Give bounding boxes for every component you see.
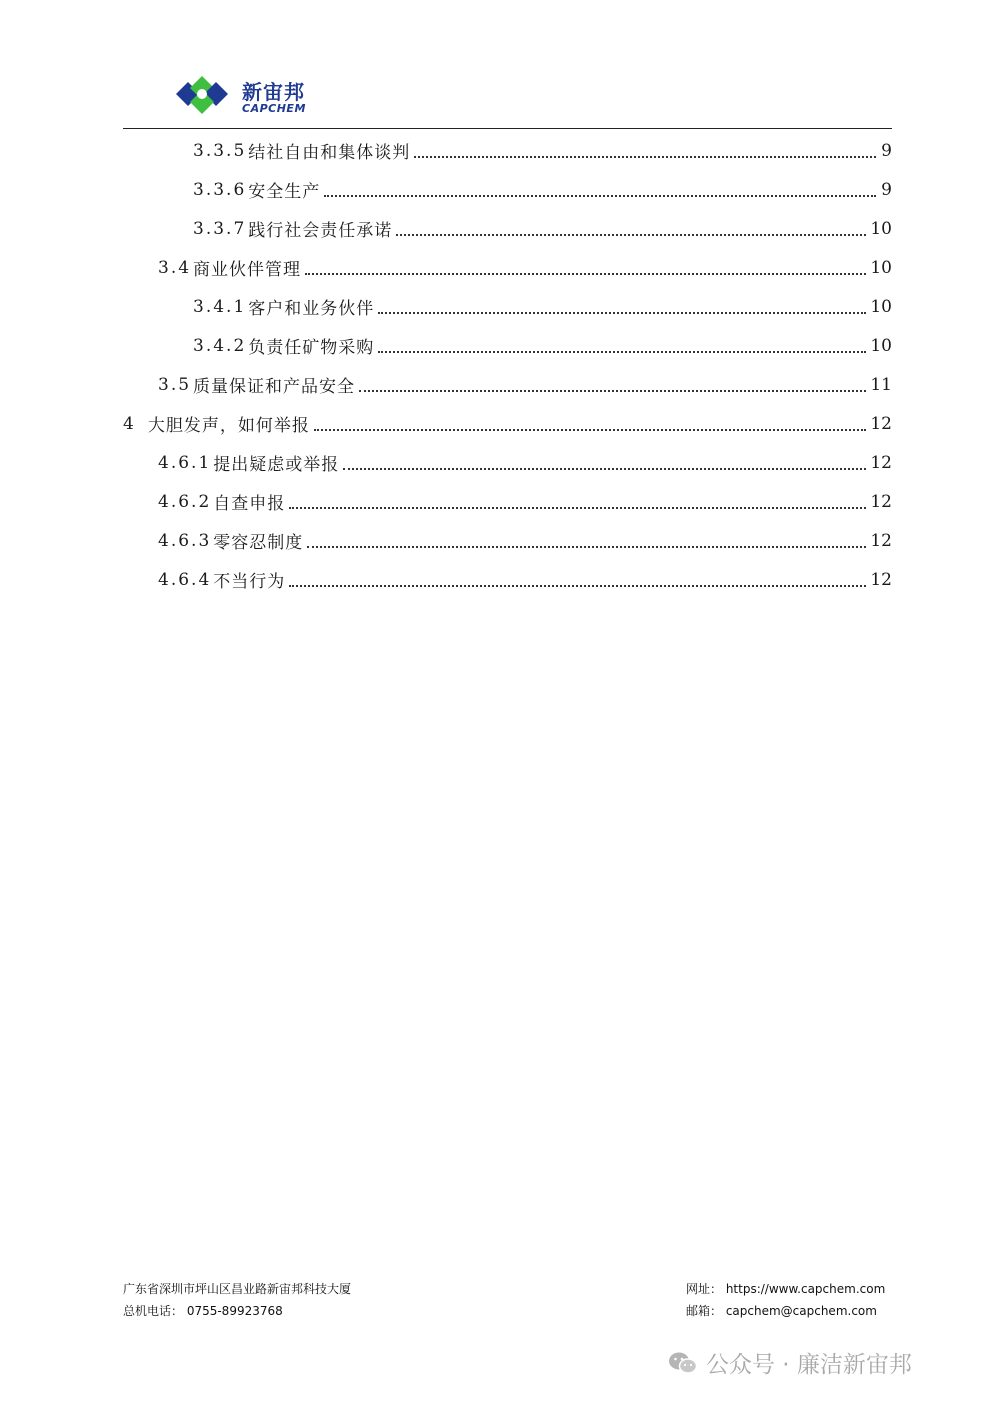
toc-entry-page: 12 [870, 569, 892, 590]
toc-entry-title: 践行社会责任承诺 [248, 221, 393, 241]
toc-entry-number: 3.5 [158, 374, 192, 395]
toc-entry[interactable] [158, 365, 892, 404]
toc-entry-number: 4.6.1 [158, 452, 212, 473]
toc-entry-page: 10 [870, 218, 892, 239]
logo-chinese-name: 新宙邦 [242, 80, 305, 104]
toc-entry-page: 12 [870, 530, 892, 551]
toc-entry[interactable] [158, 248, 892, 287]
wechat-watermark [668, 1346, 912, 1379]
toc-entry-number: 4.6.3 [158, 530, 212, 551]
toc-dot-leader [396, 222, 866, 236]
toc-dot-leader [414, 144, 876, 158]
toc-entry-title: 质量保证和产品安全 [193, 377, 356, 397]
toc-entry-title: 结社自由和集体谈判 [248, 143, 411, 163]
toc-entry-page: 10 [870, 296, 892, 317]
toc-entry-page: 12 [870, 491, 892, 512]
toc-entry-page: 10 [870, 335, 892, 356]
toc-entry[interactable] [158, 560, 892, 599]
toc-entry-page: 10 [870, 257, 892, 278]
page-footer [123, 1278, 892, 1322]
toc-entry-page: 9 [881, 140, 892, 161]
toc-dot-leader [289, 495, 866, 509]
toc-entry[interactable] [193, 131, 892, 170]
toc-entry-number: 3.3.7 [193, 218, 247, 239]
toc-dot-leader [305, 261, 866, 275]
toc-entry[interactable] [158, 443, 892, 482]
toc-dot-leader [378, 300, 866, 314]
toc-entry-number: 3.4 [158, 257, 192, 278]
toc-entry-title: 客户和业务伙伴 [248, 299, 375, 319]
toc-dot-leader [378, 339, 866, 353]
header-rule [123, 128, 892, 129]
toc-entry-page: 12 [870, 452, 892, 473]
watermark-text: 公众号 · 廉洁新宙邦 [706, 1352, 912, 1378]
toc-entry-number: 3.4.2 [193, 335, 247, 356]
toc-dot-leader [314, 417, 867, 431]
footer-email[interactable]: 邮箱： capchem@capchem.com [686, 1304, 877, 1318]
toc-entry-page: 12 [870, 413, 892, 434]
toc-entry-title: 大胆发声，如何举报 [147, 416, 310, 436]
toc-dot-leader [307, 534, 866, 548]
logo-english-name: CAPCHEM [242, 102, 306, 115]
toc-dot-leader [324, 183, 876, 197]
toc-entry-title: 自查申报 [213, 494, 286, 514]
wechat-icon [668, 1350, 698, 1376]
toc-entry-number: 4.6.4 [158, 569, 212, 590]
toc-entry[interactable] [158, 521, 892, 560]
toc-entry-number: 3.3.5 [193, 140, 247, 161]
toc-entry[interactable] [193, 209, 892, 248]
toc-entry[interactable] [193, 287, 892, 326]
toc-entry-title: 零容忍制度 [213, 533, 304, 553]
toc-entry-number: 3.3.6 [193, 179, 247, 200]
footer-website[interactable]: 网址： https://www.capchem.com [686, 1282, 886, 1296]
toc-entry[interactable] [193, 170, 892, 209]
toc-entry-title: 提出疑虑或举报 [213, 455, 340, 475]
toc-dot-leader [289, 573, 866, 587]
toc-entry-number: 4 [123, 413, 136, 434]
toc-entry-page: 9 [881, 179, 892, 200]
capchem-logo-icon [168, 70, 238, 120]
footer-address: 广东省深圳市坪山区昌业路新宙邦科技大厦 [123, 1282, 352, 1296]
toc-dot-leader [343, 456, 866, 470]
toc-entry-title: 安全生产 [248, 182, 321, 202]
toc-entry-title: 负责任矿物采购 [248, 338, 375, 358]
toc-entry[interactable] [193, 326, 892, 365]
toc-entry-title: 不当行为 [213, 572, 286, 592]
toc-entry[interactable] [158, 482, 892, 521]
footer-phone: 总机电话： 0755-89923768 [123, 1304, 283, 1318]
toc-entry-number: 3.4.1 [193, 296, 247, 317]
toc-entry[interactable] [123, 404, 892, 443]
toc-dot-leader [359, 378, 866, 392]
toc-entry-title: 商业伙伴管理 [193, 260, 302, 280]
toc-entry-number: 4.6.2 [158, 491, 212, 512]
company-logo [168, 70, 328, 118]
toc-entry-page: 11 [870, 374, 892, 395]
